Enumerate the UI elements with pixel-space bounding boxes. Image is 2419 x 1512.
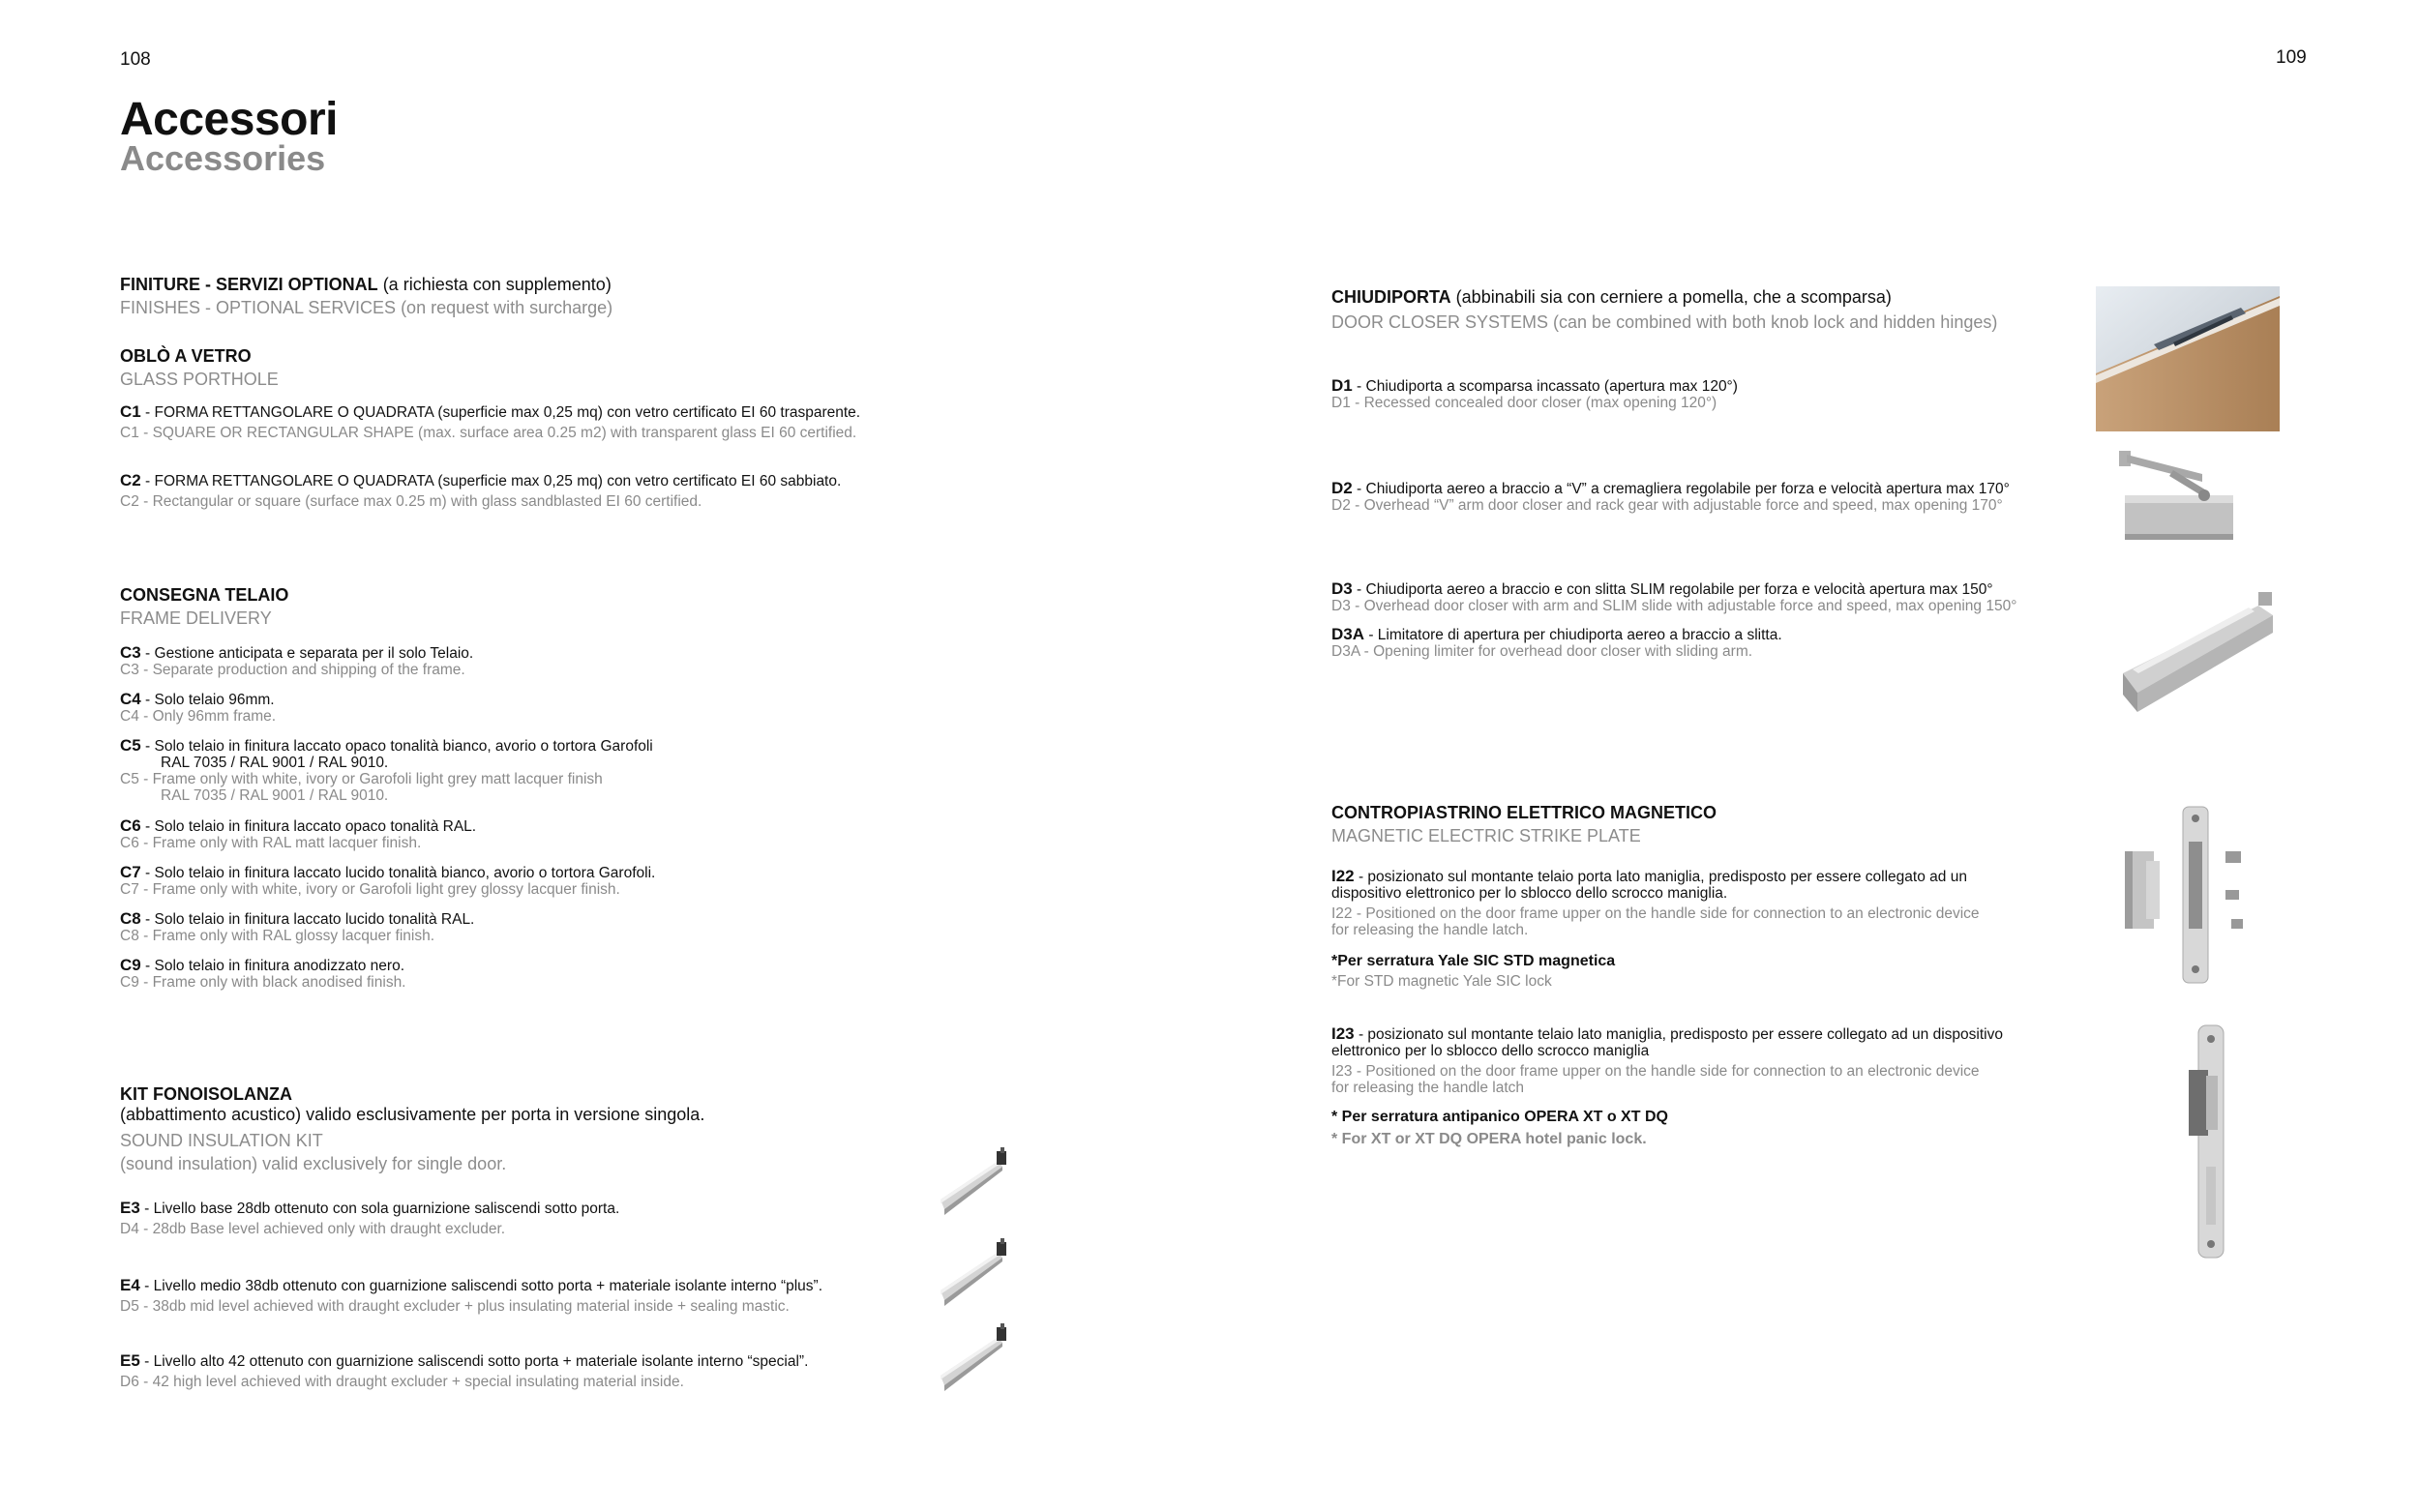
item-text-en: D6 - 42 high level achieved with draught excluder + special insulating material inside. — [120, 1374, 684, 1390]
item-text: - Solo telaio in finitura laccato opaco tonalità bianco, avorio o tortora Garofoli — [140, 738, 653, 755]
section-title: KIT FONOISOLANZA — [120, 1084, 292, 1104]
item-text-en: D3 - Overhead door closer with arm and SLIM slide with adjustable force and speed, max opening 150° — [1331, 598, 2017, 614]
page-subtitle: Accessories — [120, 138, 326, 178]
note-opera — [1331, 1109, 2202, 1148]
section-title: OBLÒ A VETRO — [120, 346, 252, 366]
item-text-en: C8 - Frame only with RAL glossy lacquer finish. — [120, 928, 435, 944]
section-title: CHIUDIPORTA — [1331, 287, 1451, 307]
item-d3a — [1331, 626, 2202, 660]
section-contropiastrino — [1331, 803, 2202, 846]
section-title-note: (abbinabili sia con cerniere a pomella, che a scomparsa) — [1450, 287, 1892, 307]
item-c5 — [120, 737, 991, 804]
item-d3 — [1331, 580, 2202, 614]
item-c8 — [120, 910, 991, 944]
section-consegna — [120, 585, 991, 629]
item-text-en: C2 - Rectangular or square (surface max 0.25 m) with glass sandblasted EI 60 certified. — [120, 493, 702, 510]
item-text-en: D5 - 38db mid level achieved with draught excluder + plus insulating material inside + sealing mastic. — [120, 1298, 790, 1315]
item-text: - FORMA RETTANGOLARE O QUADRATA (superficie max 0,25 mq) con vetro certificato EI 60 trasparente. — [140, 404, 861, 421]
item-text: - posizionato sul montante telaio porta lato maniglia, predisposto per essere collegato ad un — [1354, 869, 1967, 885]
item-d2 — [1331, 480, 2202, 514]
page-number-left: 108 — [120, 49, 151, 70]
section-title: FINITURE - SERVIZI OPTIONAL — [120, 275, 378, 294]
item-text-en-cont: for releasing the handle latch — [1331, 1080, 1525, 1096]
item-code: E5 — [120, 1351, 140, 1370]
item-text: - Livello alto 42 ottenuto con guarnizione saliscendi sotto porta + materiale isolante interno “special”. — [139, 1353, 809, 1370]
item-code: I22 — [1331, 867, 1355, 885]
item-e5 — [120, 1352, 991, 1390]
item-code: I23 — [1331, 1024, 1355, 1043]
item-text-en-cont: for releasing the handle latch. — [1331, 922, 1529, 938]
item-text-en: I23 - Positioned on the door frame upper on the handle side for connection to an electronic device — [1331, 1063, 1980, 1080]
page-title: Accessori — [120, 94, 338, 145]
item-text: - FORMA RETTANGOLARE O QUADRATA (superficie max 0,25 mq) con vetro certificato EI 60 sabbiato. — [140, 473, 842, 489]
section-title-en: FRAME DELIVERY — [120, 608, 272, 628]
seal-profile-e4-image — [939, 1230, 1016, 1308]
item-text-en: I22 - Positioned on the door frame upper on the handle side for connection to an electronic device — [1331, 905, 1980, 922]
item-code: D1 — [1331, 376, 1353, 395]
item-text-en: C9 - Frame only with black anodised finish. — [120, 974, 406, 991]
section-kit — [120, 1084, 991, 1174]
note-yale — [1331, 953, 2202, 990]
item-text: - posizionato sul montante telaio lato maniglia, predisposto per essere collegato ad un dispositivo — [1354, 1026, 2003, 1043]
item-text-en: C5 - Frame only with white, ivory or Garofoli light grey matt lacquer finish — [120, 771, 603, 787]
seal-profile-e3-image — [939, 1140, 1016, 1217]
note-text-en: * For XT or XT DQ OPERA hotel panic lock. — [1331, 1131, 1647, 1147]
item-c6 — [120, 817, 991, 851]
item-text-en: C1 - SQUARE OR RECTANGULAR SHAPE (max. surface area 0.25 m2) with transparent glass EI 60 certified. — [120, 425, 857, 441]
item-text-en: D2 - Overhead “V” arm door closer and rack gear with adjustable force and speed, max opening 170° — [1331, 497, 2003, 514]
section-title: CONSEGNA TELAIO — [120, 585, 289, 605]
item-code: C9 — [120, 956, 141, 974]
item-text-en: C4 - Only 96mm frame. — [120, 708, 277, 725]
item-c9 — [120, 957, 991, 991]
item-text-en: D1 - Recessed concealed door closer (max opening 120°) — [1331, 395, 1717, 411]
item-text-en: D3A - Opening limiter for overhead door closer with sliding arm. — [1331, 643, 1753, 660]
item-code: E4 — [120, 1276, 140, 1294]
item-code: C5 — [120, 736, 141, 755]
item-c2 — [120, 472, 991, 510]
section-title-note: (a richiesta con supplemento) — [377, 275, 612, 294]
item-text: - Solo telaio in finitura laccato lucido tonalità bianco, avorio o tortora Garofoli. — [140, 865, 656, 881]
item-text: - Limitatore di apertura per chiudiporta aereo a braccio a slitta. — [1364, 627, 1782, 643]
electric-strike-kit-image — [2119, 803, 2274, 987]
item-text-en-cont: RAL 7035 / RAL 9001 / RAL 9010. — [161, 787, 389, 804]
item-text-cont: RAL 7035 / RAL 9001 / RAL 9010. — [161, 755, 389, 771]
section-title-en: DOOR CLOSER SYSTEMS (can be combined with both knob lock and hidden hinges) — [1331, 312, 1998, 332]
item-text: - Solo telaio in finitura laccato lucido tonalità RAL. — [140, 911, 475, 928]
section-oblo — [120, 346, 991, 390]
item-e4 — [120, 1277, 991, 1315]
section-title-en: GLASS PORTHOLE — [120, 370, 279, 389]
note-text-en: *For STD magnetic Yale SIC lock — [1331, 973, 1552, 990]
item-text: - Chiudiporta a scomparsa incassato (apertura max 120°) — [1352, 378, 1738, 395]
item-text: - Solo telaio 96mm. — [140, 692, 275, 708]
item-code: C7 — [120, 863, 141, 881]
section-title-en: SOUND INSULATION KIT — [120, 1131, 323, 1150]
item-code: D2 — [1331, 479, 1353, 497]
item-c3 — [120, 644, 991, 678]
item-text-en: C3 - Separate production and shipping of the frame. — [120, 662, 465, 678]
item-code: D3A — [1331, 625, 1365, 643]
concealed-closer-photo — [2096, 286, 2280, 431]
item-text: - Livello medio 38db ottenuto con guarnizione saliscendi sotto porta + materiale isolante interno “plus”. — [139, 1278, 823, 1294]
item-c1 — [120, 403, 991, 441]
item-text: - Solo telaio in finitura anodizzato nero. — [140, 958, 405, 974]
note-text: * Per serratura antipanico OPERA XT o XT DQ — [1331, 1109, 1668, 1125]
item-c4 — [120, 691, 991, 725]
item-code: C8 — [120, 909, 141, 928]
item-text-en: C6 - Frame only with RAL matt lacquer finish. — [120, 835, 422, 851]
item-code: C4 — [120, 690, 141, 708]
item-d1 — [1331, 377, 2202, 411]
overhead-slim-closer-image — [2113, 586, 2287, 712]
item-code: C3 — [120, 643, 141, 662]
electric-strike-plate-image — [2181, 1022, 2239, 1263]
item-text: - Chiudiporta aereo a braccio e con slitta SLIM regolabile per forza e velocità apertura max 150° — [1352, 581, 1993, 598]
section-chiudiporta — [1331, 287, 2202, 333]
page-number-right: 109 — [2276, 47, 2307, 68]
item-code: C6 — [120, 816, 141, 835]
item-i23 — [1331, 1025, 2202, 1096]
item-e3 — [120, 1200, 991, 1237]
item-text: - Solo telaio in finitura laccato opaco tonalità RAL. — [140, 818, 477, 835]
item-c7 — [120, 864, 991, 898]
item-code: C1 — [120, 402, 141, 421]
item-text-en: D4 - 28db Base level achieved only with draught excluder. — [120, 1221, 506, 1237]
item-text-cont: dispositivo elettronico per lo sblocco dello scrocco maniglia. — [1331, 885, 1728, 902]
item-text-en: C7 - Frame only with white, ivory or Garofoli light grey glossy lacquer finish. — [120, 881, 620, 898]
item-text: - Gestione anticipata e separata per il solo Telaio. — [140, 645, 474, 662]
item-text: - Livello base 28db ottenuto con sola guarnizione saliscendi sotto porta. — [139, 1201, 620, 1217]
item-code: D3 — [1331, 579, 1353, 598]
overhead-v-arm-closer-image — [2115, 445, 2241, 551]
item-i22 — [1331, 868, 2202, 938]
section-title-en: FINISHES - OPTIONAL SERVICES (on request with surcharge) — [120, 298, 613, 317]
section-finiture — [120, 275, 991, 318]
section-title: CONTROPIASTRINO ELETTRICO MAGNETICO — [1331, 803, 1717, 822]
section-title-line2: (abbattimento acustico) valido esclusivamente per porta in versione singola. — [120, 1105, 705, 1124]
section-title-en-line2: (sound insulation) valid exclusively for single door. — [120, 1154, 507, 1173]
seal-profile-e5-image — [939, 1316, 1016, 1393]
item-code: E3 — [120, 1199, 140, 1217]
item-code: C2 — [120, 471, 141, 489]
section-title-en: MAGNETIC ELECTRIC STRIKE PLATE — [1331, 826, 1641, 845]
item-text: - Chiudiporta aereo a braccio a “V” a cremagliera regolabile per forza e velocità apertura max 170° — [1352, 481, 2010, 497]
note-text: *Per serratura Yale SIC STD magnetica — [1331, 953, 1616, 969]
item-text-cont: elettronico per lo sblocco dello scrocco maniglia — [1331, 1043, 1650, 1059]
